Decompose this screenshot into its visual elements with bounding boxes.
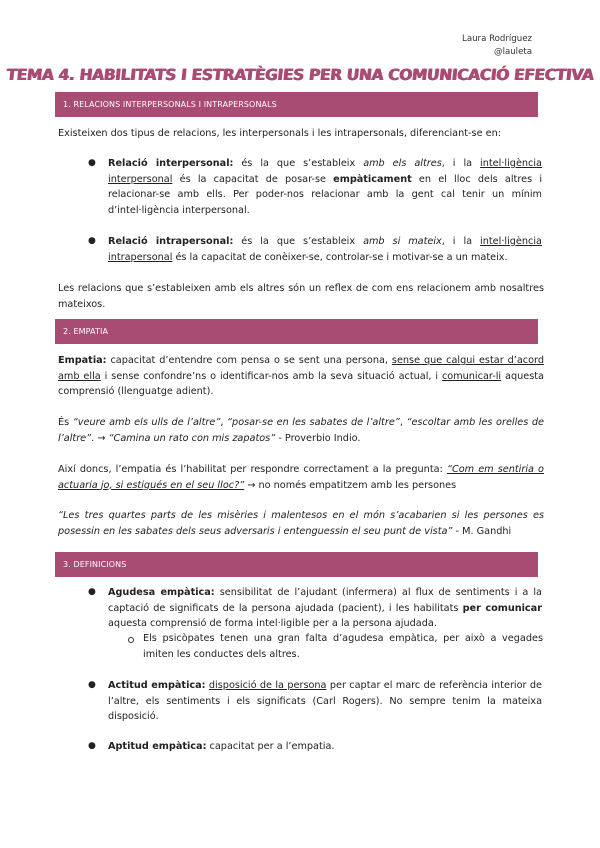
section-heading-2: 2. EMPATIA [55, 319, 538, 344]
bullet-dot: ● [88, 236, 96, 246]
s1-intro: Existeixen dos tipus de relacions, les interpersonals i les intrapersonals, diferenciant-se en: [58, 128, 501, 139]
page-title: TEMA 4. HABILITATS I ESTRATÈGIES PER UNA COMUNICACIÓ EFECTIVA [5, 66, 595, 84]
s3-bullet-agudesa: Agudesa empàtica: sensibilitat de l’ajudant (infermera) al flux de sentiments i a la captació de significats de la persona ajudada (pacient), i les habilitats per comunicar aquesta comprensió de forma intel·ligible per a la persona ajudada. [108, 587, 542, 629]
author-handle: @lauleta [493, 47, 532, 57]
s1-bullet-interpersonal: Relació interpersonal: és la que s’estableix amb els altres, i la intel·ligència interpersonal és la capacitat de posar-se empàticament en el lloc dels altres i relacionar-se amb ells. Per poder-nos relacionar amb la gent cal tenir un mínim d’intel·ligència interpersonal. [108, 158, 543, 216]
author-name: Laura Rodríguez [462, 34, 532, 44]
s3-bullet-actitud: Actitud empàtica: disposició de la persona per captar el marc de referència interior de l’altre, els sentiments i els significats (Carl Rogers). No sempre tenim la mateixa disposició. [108, 680, 542, 722]
s3-sub-psicopates: Els psicòpates tenen una gran falta d’agudesa empàtica, per això a vegades imiten les conductes dels altres. [143, 633, 543, 660]
section-heading-3: 3. DEFINICIONS [55, 552, 538, 577]
s2-empatia-definition: Empatia: capacitat d’entendre com pensa o se sent una persona, sense que calgui estar d’acord amb ella i sense confondre’ns o identificar-nos amb la seva situació actual, i comunicar-li aquesta comprensió (llenguatge adient). [58, 355, 544, 397]
bullet-dot: ● [88, 587, 96, 597]
s1-closing: Les relacions que s’estableixen amb els altres són un reflex de com ens relacionem amb nosaltres mateixos. [58, 283, 544, 310]
s2-question: Així doncs, l’empatia és l’habilitat per respondre correctament a la pregunta: “Com em sentiria o actuaria jo, si estigués en el seu lloc?” → no només empatitzem amb les persones [58, 464, 544, 491]
bullet-dot: ● [88, 158, 96, 168]
s3-bullet-aptitud: Aptitud empàtica: capacitat per a l’empatia. [108, 741, 335, 752]
term: Relació interpersonal: [108, 158, 234, 169]
s2-quotes: És “veure amb els ulls de l’altre”, “posar-se en les sabates de l’altre”, “escoltar amb les orelles de l’altre”. → “Camina un rato con mis zapatos” - Proverbio Indio. [58, 417, 544, 444]
section-heading-1: 1. RELACIONS INTERPERSONALS I INTRAPERSONALS [55, 92, 538, 117]
bullet-dot: ● [88, 741, 96, 751]
author-block [462, 33, 532, 59]
s1-bullet-intrapersonal: Relació intrapersonal: és la que s’estableix amb si mateix, i la intel·ligència intrapersonal és la capacitat de conèixer-se, controlar-se i motivar-se a un mateix. [108, 236, 542, 263]
sub-bullet-circle [128, 637, 134, 643]
bullet-dot: ● [88, 680, 96, 690]
s2-gandhi-quote: “Les tres quartes parts de les misèries i malentesos en el món s’acabarien si les persones es posessin en les sabates dels seus adversaris i entenguessin el seu punt de vista” - M. Gandhi [58, 510, 544, 537]
